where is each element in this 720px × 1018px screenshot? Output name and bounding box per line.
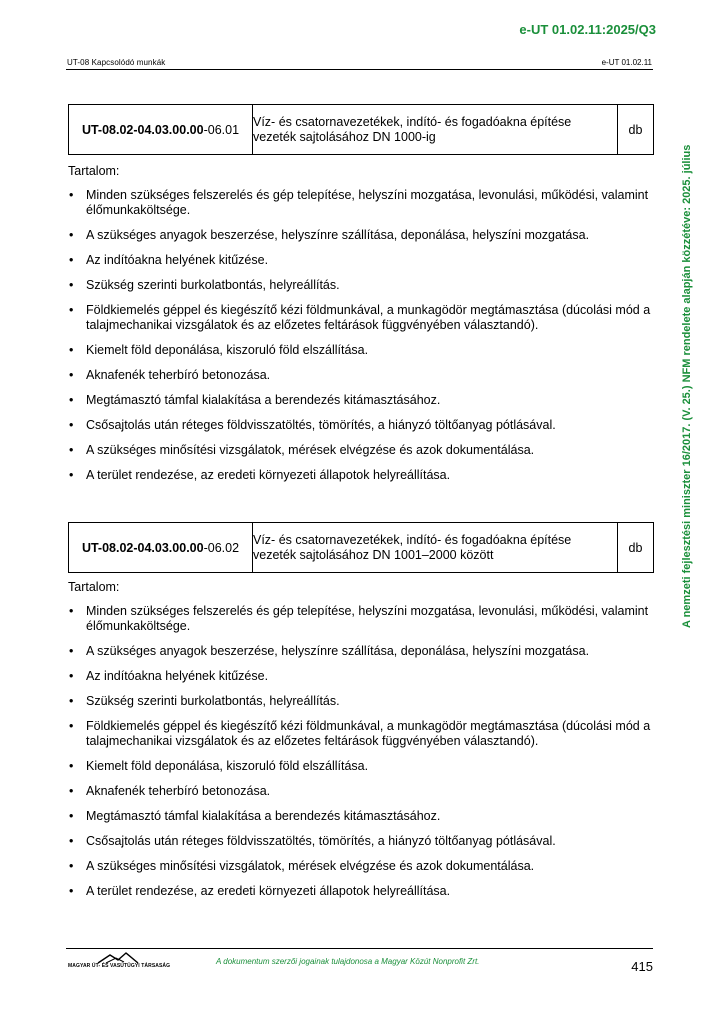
list-item: • Csősajtolás után réteges földvisszatöltés, tömörítés, a hiányzó töltőanyag pótlásával. bbox=[68, 834, 658, 849]
list-item: • A szükséges anyagok beszerzése, helyszínre szállítása, deponálása, helyszíni mozgatása. bbox=[68, 228, 658, 243]
list-item: • Szükség szerinti burkolatbontás, helyreállítás. bbox=[68, 694, 658, 709]
item-unit: db bbox=[618, 105, 654, 155]
item-content bbox=[68, 580, 658, 899]
bullet-list bbox=[68, 188, 658, 483]
list-item: • A szükséges anyagok beszerzése, helyszínre szállítása, deponálása, helyszíni mozgatása. bbox=[68, 644, 658, 659]
list-item: • Szükség szerinti burkolatbontás, helyreállítás. bbox=[68, 278, 658, 293]
list-item: • Aknafenék teherbíró betonozása. bbox=[68, 368, 658, 383]
item-description: Víz- és csatornavezetékek, indító- és fogadóakna építése vezeték sajtolásához DN 1000-ig bbox=[253, 105, 618, 155]
item-unit: db bbox=[618, 523, 654, 573]
list-item: • Kiemelt föld deponálása, kiszoruló föld elszállítása. bbox=[68, 343, 658, 358]
item-table bbox=[68, 522, 654, 573]
header-rule bbox=[66, 69, 653, 70]
list-item: • A terület rendezése, az eredeti környezeti állapotok helyreállítása. bbox=[68, 884, 658, 899]
content-title: Tartalom: bbox=[68, 580, 120, 594]
list-item: • Földkiemelés géppel és kiegészítő kézi földmunkával, a munkagödör megtámasztása (dúcolási mód a talajmechanikai vizsgálatok és az előzetes feltárások függvényében választandó). bbox=[68, 303, 658, 333]
list-item: • A szükséges minősítési vizsgálatok, mérések elvégzése és azok dokumentálása. bbox=[68, 443, 658, 458]
logo-text: MAGYAR ÚT- ÉS VASÚTÜGYI TÁRSASÁG bbox=[68, 963, 171, 969]
header-doc-ref: e-UT 01.02.11 bbox=[601, 58, 652, 67]
item-code-suffix: -06.02 bbox=[203, 540, 240, 555]
footer-rule bbox=[66, 948, 653, 949]
page-number: 415 bbox=[631, 959, 653, 974]
footer-copyright: A dokumentum szerzői jogainak tulajdonosa a Magyar Közút Nonprofit Zrt. bbox=[216, 957, 480, 966]
list-item: • Minden szükséges felszerelés és gép telepítése, helyszíni mozgatása, levonulási, működési, valamint élőmunkaköltsége. bbox=[68, 188, 658, 218]
header-section-label: UT-08 Kapcsolódó munkák bbox=[67, 58, 166, 67]
item-description: Víz- és csatornavezetékek, indító- és fogadóakna építése vezeték sajtolásához DN 1001–2000 között bbox=[253, 523, 618, 573]
item-content bbox=[68, 164, 658, 483]
publisher-logo bbox=[68, 951, 171, 971]
list-item: • A terület rendezése, az eredeti környezeti állapotok helyreállítása. bbox=[68, 468, 658, 483]
item-code bbox=[69, 523, 253, 573]
list-item: • Kiemelt föld deponálása, kiszoruló föld elszállítása. bbox=[68, 759, 658, 774]
item-code-suffix: -06.01 bbox=[203, 122, 240, 137]
list-item: • Minden szükséges felszerelés és gép telepítése, helyszíni mozgatása, levonulási, működési, valamint élőmunkaköltsége. bbox=[68, 604, 658, 634]
document-code: e-UT 01.02.11:2025/Q3 bbox=[519, 22, 656, 37]
bullet-list bbox=[68, 604, 658, 899]
list-item: • Az indítóakna helyének kitűzése. bbox=[68, 253, 658, 268]
content-title: Tartalom: bbox=[68, 164, 120, 178]
list-item: • Megtámasztó támfal kialakítása a berendezés kitámasztásához. bbox=[68, 809, 658, 824]
list-item: • A szükséges minősítési vizsgálatok, mérések elvégzése és azok dokumentálása. bbox=[68, 859, 658, 874]
side-note: A nemzeti fejlesztési miniszter 16/2017. (V. 25.) NFM rendelete alapján közzétéve: 2025. július bbox=[681, 144, 693, 628]
list-item: • Aknafenék teherbíró betonozása. bbox=[68, 784, 658, 799]
list-item: • Földkiemelés géppel és kiegészítő kézi földmunkával, a munkagödör megtámasztása (dúcolási mód a talajmechanikai vizsgálatok és az előzetes feltárások függvényében választandó). bbox=[68, 719, 658, 749]
item-code bbox=[69, 105, 253, 155]
item-table bbox=[68, 104, 654, 155]
item-code-main: UT-08.02-04.03.00.00 bbox=[81, 122, 204, 137]
list-item: • Megtámasztó támfal kialakítása a berendezés kitámasztásához. bbox=[68, 393, 658, 408]
list-item: • Az indítóakna helyének kitűzése. bbox=[68, 669, 658, 684]
list-item: • Csősajtolás után réteges földvisszatöltés, tömörítés, a hiányzó töltőanyag pótlásával. bbox=[68, 418, 658, 433]
item-code-main: UT-08.02-04.03.00.00 bbox=[81, 540, 204, 555]
